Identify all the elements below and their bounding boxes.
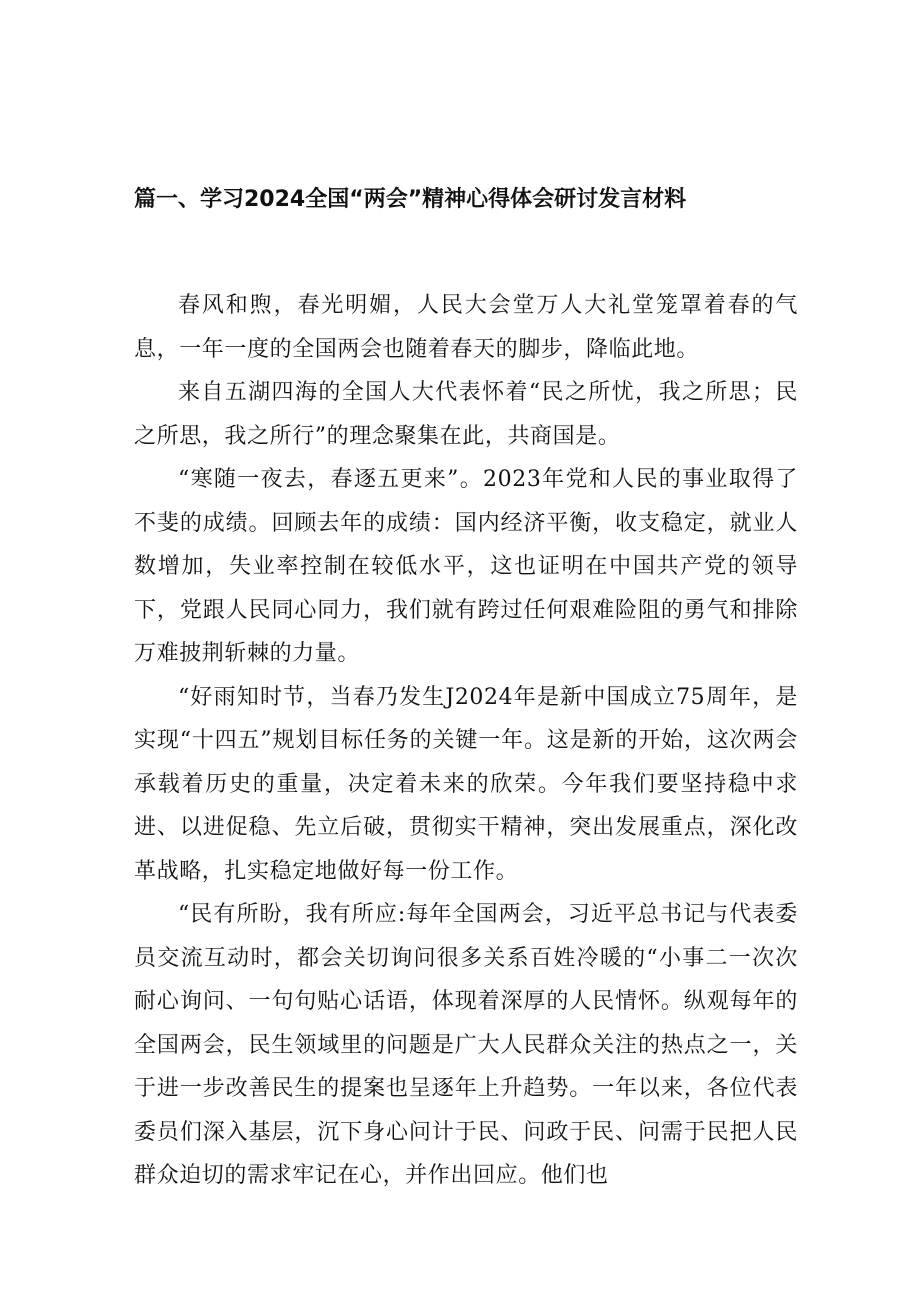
- paragraph: “民有所盼，我有所应:每年全国两会，习近平总书记与代表委员交流互动时，都会关切询问很多关系百姓冷暖的“小事二一次次耐心询问、一句句贴心话语，体现着深厚的人民情怀。纵观每年的全国两会，民生领域里的问题是广大人民群众关注的热点之一，关于进一步改善民生的提案也呈逐年上升趋势。一年以来，各位代表委员们深入基层，沉下身心问计于民、问政于民、问需于民把人民群众迫切的需求牢记在心，并作出回应。他们也: [134, 902, 798, 1188]
- document-title: 篇一、学习2024全国“两会”精神心得体会研讨发言材料: [134, 187, 687, 212]
- document-body: [134, 284, 798, 1198]
- paragraph: 春风和煦，春光明媚，人民大会堂万人大礼堂笼罩着春的气息，一年一度的全国两会也随着春天的脚步，降临此地。: [134, 293, 798, 362]
- paragraph: “寒随一夜去，春逐五更来”。2023年党和人民的事业取得了不斐的成绩。回顾去年的成绩：国内经济平衡，收支稳定，就业人数增加，失业率控制在较低水平，这也证明在中国共产党的领导下，党跟人民同心同力，我们就有跨过任何艰难险阻的勇气和排除万难披荆斩棘的力量。: [134, 467, 798, 666]
- paragraph: 来自五湖四海的全国人大代表怀着“民之所忧，我之所思；民之所思，我之所行”的理念聚集在此，共商国是。: [134, 380, 798, 449]
- paragraph: “好雨知时节，当春乃发生J2024年是新中国成立75周年，是实现“十四五”规划目标任务的关键一年。这是新的开始，这次两会承载着历史的重量，决定着未来的欣荣。今年我们要坚持稳中求进、以进促稳、先立后破，贯彻实干精神，突出发展重点，深化改革战略，扎实稳定地做好每一份工作。: [134, 684, 798, 884]
